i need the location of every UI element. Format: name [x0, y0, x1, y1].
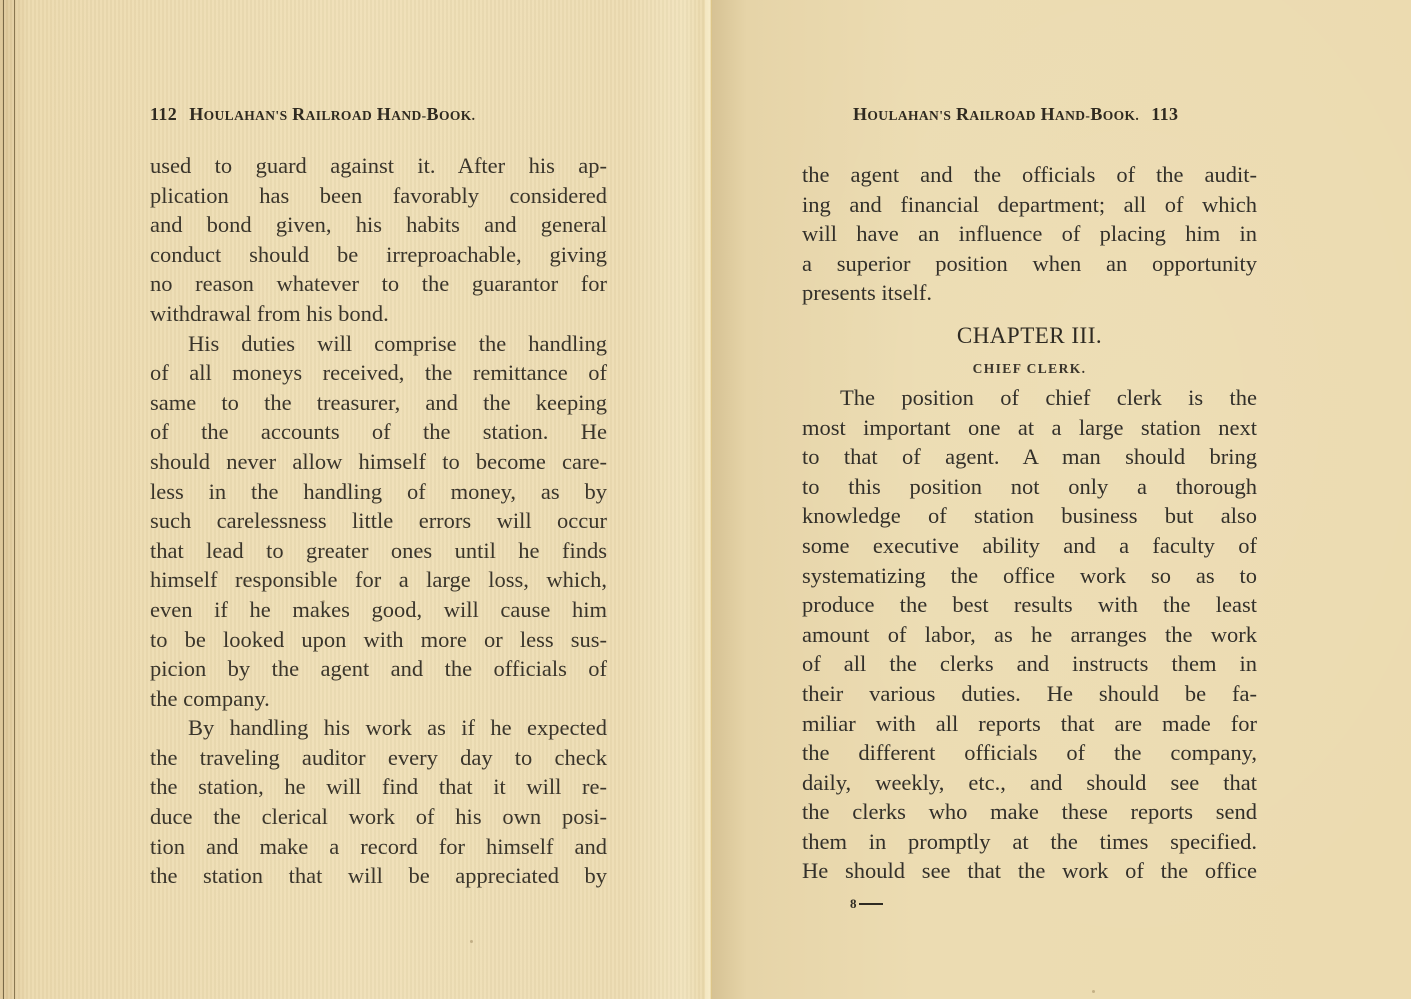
text-line: even if he makes good, will cause him	[150, 596, 607, 622]
running-head-left	[150, 104, 475, 125]
body-text-right	[802, 160, 1257, 886]
text-line: miliar with all reports that are made for	[802, 710, 1257, 736]
text-line: their various duties. He should be fa-	[802, 680, 1257, 706]
text-line: the different officials of the company,	[802, 740, 1257, 766]
text-line: to this position not only a thorough	[802, 473, 1257, 499]
text-line: tion and make a record for himself and	[150, 833, 607, 859]
text-line: the station that will be appreciated by	[150, 863, 607, 889]
text-line: His duties will comprise the handling	[188, 330, 607, 356]
text-line: of all moneys received, the remittance of	[150, 360, 607, 386]
paper-speck	[1092, 990, 1095, 993]
signature-mark: 8	[850, 896, 883, 912]
text-line: no reason whatever to the guarantor for	[150, 271, 607, 297]
signature-rule	[859, 903, 883, 905]
text-line: conduct should be irreproachable, giving	[150, 241, 607, 267]
section-heading: CHIEF CLERK.	[972, 360, 1087, 376]
text-line: and bond given, his habits and general	[150, 212, 607, 238]
text-line: daily, weekly, etc., and should see that	[802, 769, 1257, 795]
text-line: the station, he will find that it will re-	[150, 774, 607, 800]
text-line: of all the clerks and instructs them in	[802, 651, 1257, 677]
text-line: such carelessness little errors will occur	[150, 508, 607, 534]
text-line: some executive ability and a faculty of	[802, 532, 1257, 558]
paper-speck	[470, 940, 473, 943]
running-head-title: HOULAHAN'S RAILROAD HAND-BOOK.	[189, 104, 476, 124]
text-line: most important one at a large station next	[802, 414, 1257, 440]
text-line: the clerks who make these reports send	[802, 799, 1257, 825]
body-text-left	[150, 151, 607, 891]
text-line: presents itself.	[802, 280, 932, 306]
text-line: should never allow himself to become care-	[150, 448, 607, 474]
page-number: 113	[1151, 104, 1179, 124]
text-line: a superior position when an opportunity	[802, 250, 1257, 276]
text-line: of the accounts of the station. He	[150, 419, 607, 445]
text-line: to be looked upon with more or less sus-	[150, 626, 607, 652]
paper-speck	[322, 600, 325, 603]
text-line: He should see that the work of the office	[802, 858, 1257, 884]
text-line: produce the best results with the least	[802, 592, 1257, 618]
text-line: that lead to greater ones until he finds	[150, 537, 607, 563]
text-line: the agent and the officials of the audit-	[802, 162, 1257, 187]
page-number: 112	[150, 104, 178, 124]
text-line: used to guard against it. After his ap-	[150, 153, 607, 178]
text-line: the traveling auditor every day to check	[150, 744, 607, 770]
chapter-heading: CHAPTER III.	[956, 322, 1103, 348]
text-line: withdrawal from his bond.	[150, 300, 389, 326]
running-head-title: HOULAHAN'S RAILROAD HAND-BOOK.	[853, 104, 1140, 124]
text-line: to that of agent. A man should bring	[802, 444, 1257, 470]
text-line: ing and financial department; all of which	[802, 191, 1257, 217]
text-line: The position of chief clerk is the	[840, 384, 1257, 410]
text-line: less in the handling of money, as by	[150, 478, 607, 504]
text-line: will have an influence of placing him in	[802, 221, 1257, 247]
text-line: systematizing the office work so as to	[802, 562, 1257, 588]
text-line: them in promptly at the times specified.	[802, 828, 1257, 854]
running-head-right	[853, 104, 1178, 125]
text-line: By handling his work as if he expected	[188, 715, 607, 741]
text-line: picion by the agent and the officials of	[150, 656, 607, 682]
text-line: same to the treasurer, and the keeping	[150, 389, 607, 415]
text-line: duce the clerical work of his own posi-	[150, 804, 607, 830]
text-line: himself responsible for a large loss, which,	[150, 567, 607, 593]
text-line: amount of labor, as he arranges the work	[802, 621, 1257, 647]
right-page	[712, 0, 1411, 999]
text-line: knowledge of station business but also	[802, 503, 1257, 529]
text-line: the company.	[150, 685, 270, 711]
text-line: plication has been favorably considered	[150, 182, 607, 208]
page-edge-lines	[3, 0, 15, 999]
